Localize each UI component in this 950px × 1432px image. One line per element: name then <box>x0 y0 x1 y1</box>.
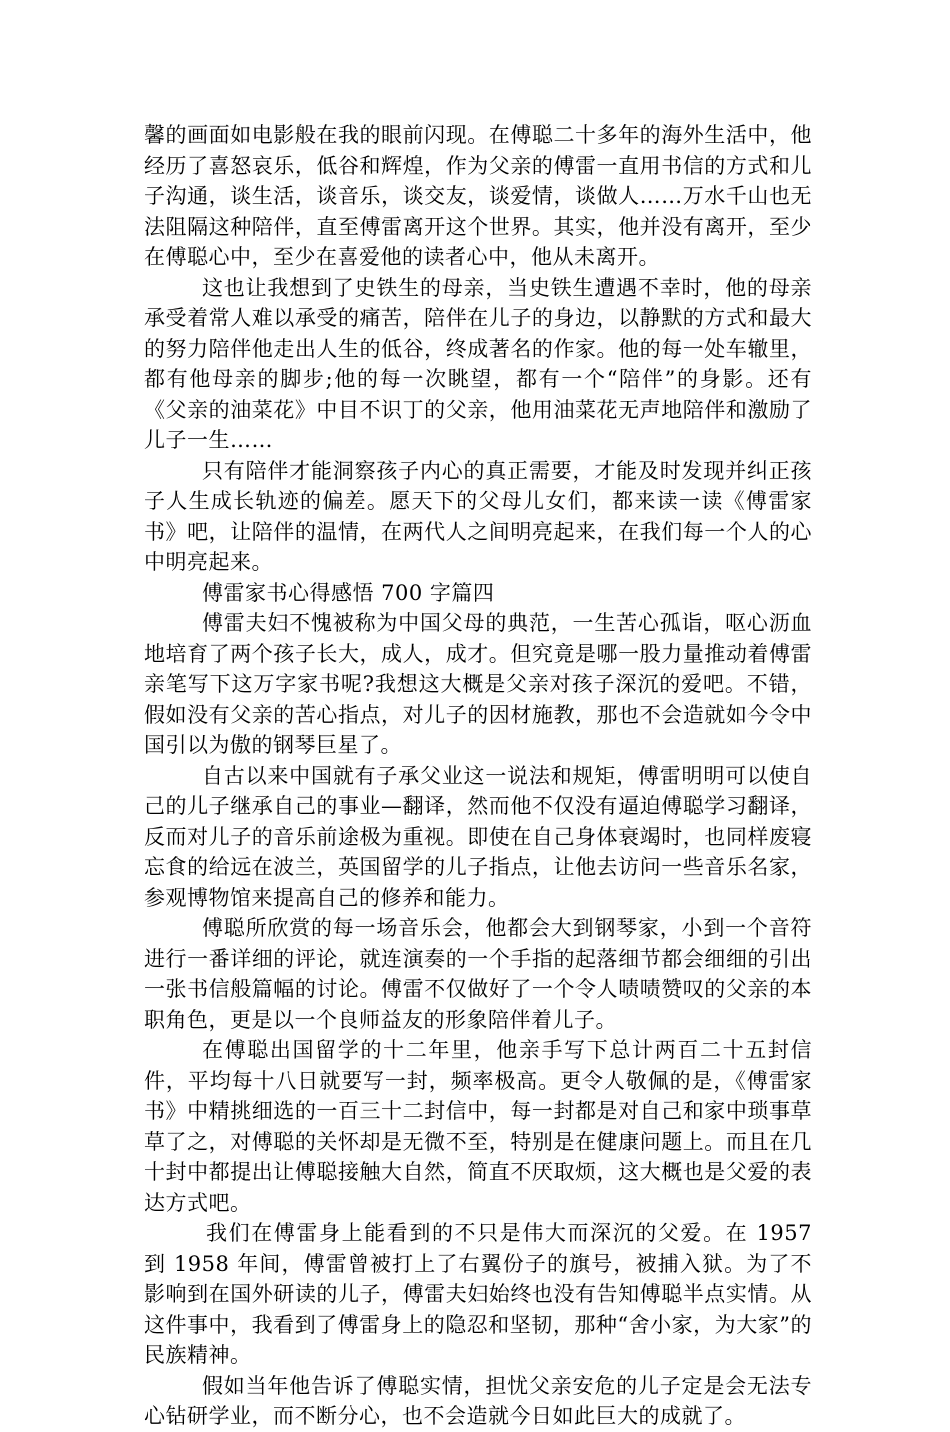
document-page <box>144 120 812 1432</box>
paragraph-8: 我们在傅雷身上能看到的不只是伟大而深沉的父爱。在 1957 到 1958 年间，傅雷曾被打上了右翼份子的旗号，被捕入狱。为了不影响到在国外研读的儿子，傅雷夫妇始终也没有告知傅聪半点实情。从这件事中，我看到了傅雷身上的隐忍和坚韧，那种“舍小家，为大家”的民族精神。 <box>144 1221 812 1367</box>
paragraph-6: 傅聪所欣赏的每一场音乐会，他都会大到钢琴家，小到一个音符进行一番详细的评论，就连演奏的一个手指的起落细节都会细细的引出一张书信般篇幅的讨论。傅雷不仅做好了一个令人啧啧赞叹的父亲的本职角色，更是以一个良师益友的形象陪伴着儿子。 <box>144 916 812 1032</box>
paragraph-1: 馨的画面如电影般在我的眼前闪现。在傅聪二十多年的海外生活中，他经历了喜怒哀乐，低谷和辉煌，作为父亲的傅雷一直用书信的方式和儿子沟通，谈生活，谈音乐，谈交友，谈爱情，谈做人……万水千山也无法阻隔这种陪伴，直至傅雷离开这个世界。其实，他并没有离开，至少在傅聪心中，至少在喜爱他的读者心中，他从未离开。 <box>144 123 812 269</box>
paragraph-5: 自古以来中国就有子承父业这一说法和规矩，傅雷明明可以使自己的儿子继承自己的事业—翻译，然而他不仅没有逼迫傅聪学习翻译，反而对儿子的音乐前途极为重视。即使在自己身体衰竭时，也同样废寝忘食的给远在波兰，英国留学的儿子指点，让他去访问一些音乐名家，参观博物馆来提高自己的修养和能力。 <box>144 763 812 910</box>
paragraph-9: 假如当年他告诉了傅聪实情，担忧父亲安危的儿子定是会无法专心钻研学业，而不断分心，也不会造就今日如此巨大的成就了。 <box>144 1373 812 1428</box>
paragraph-2: 这也让我想到了史铁生的母亲，当史铁生遭遇不幸时，他的母亲承受着常人难以承受的痛苦，陪伴在儿子的身边，以静默的方式和最大的努力陪伴他走出人生的低谷，终成著名的作家。他的每一处车辙里，都有他母亲的脚步;他的每一次眺望，都有一个“陪伴”的身影。还有《父亲的油菜花》中目不识丁的父亲，他用油菜花无声地陪伴和激励了儿子一生…… <box>144 275 812 452</box>
paragraph-4: 傅雷夫妇不愧被称为中国父母的典范，一生苦心孤诣，呕心沥血地培育了两个孩子长大，成人，成才。但究竟是哪一股力量推动着傅雷亲笔写下这万字家书呢?我想这大概是父亲对孩子深沉的爱吧。不错，假如没有父亲的苦心指点，对儿子的因材施教，那也不会造就如今令中国引以为傲的钢琴巨星了。 <box>144 611 812 757</box>
section-heading: 傅雷家书心得感悟 700 字篇四 <box>202 580 495 605</box>
paragraph-3: 只有陪伴才能洞察孩子内心的真正需要，才能及时发现并纠正孩子人生成长轨迹的偏差。愿天下的父母儿女们，都来读一读《傅雷家书》吧，让陪伴的温情，在两代人之间明亮起来，在我们每一个人的心中明亮起来。 <box>144 458 812 574</box>
paragraph-7: 在傅聪出国留学的十二年里，他亲手写下总计两百二十五封信件，平均每十八日就要写一封，频率极高。更令人敬佩的是，《傅雷家书》中精挑细选的一百三十二封信中，每一封都是对自己和家中琐事草草了之，对傅聪的关怀却是无微不至，特别是在健康问题上。而且在几十封中都提出让傅聪接触大自然，简直不厌取烦，这大概也是父爱的表达方式吧。 <box>144 1038 812 1215</box>
